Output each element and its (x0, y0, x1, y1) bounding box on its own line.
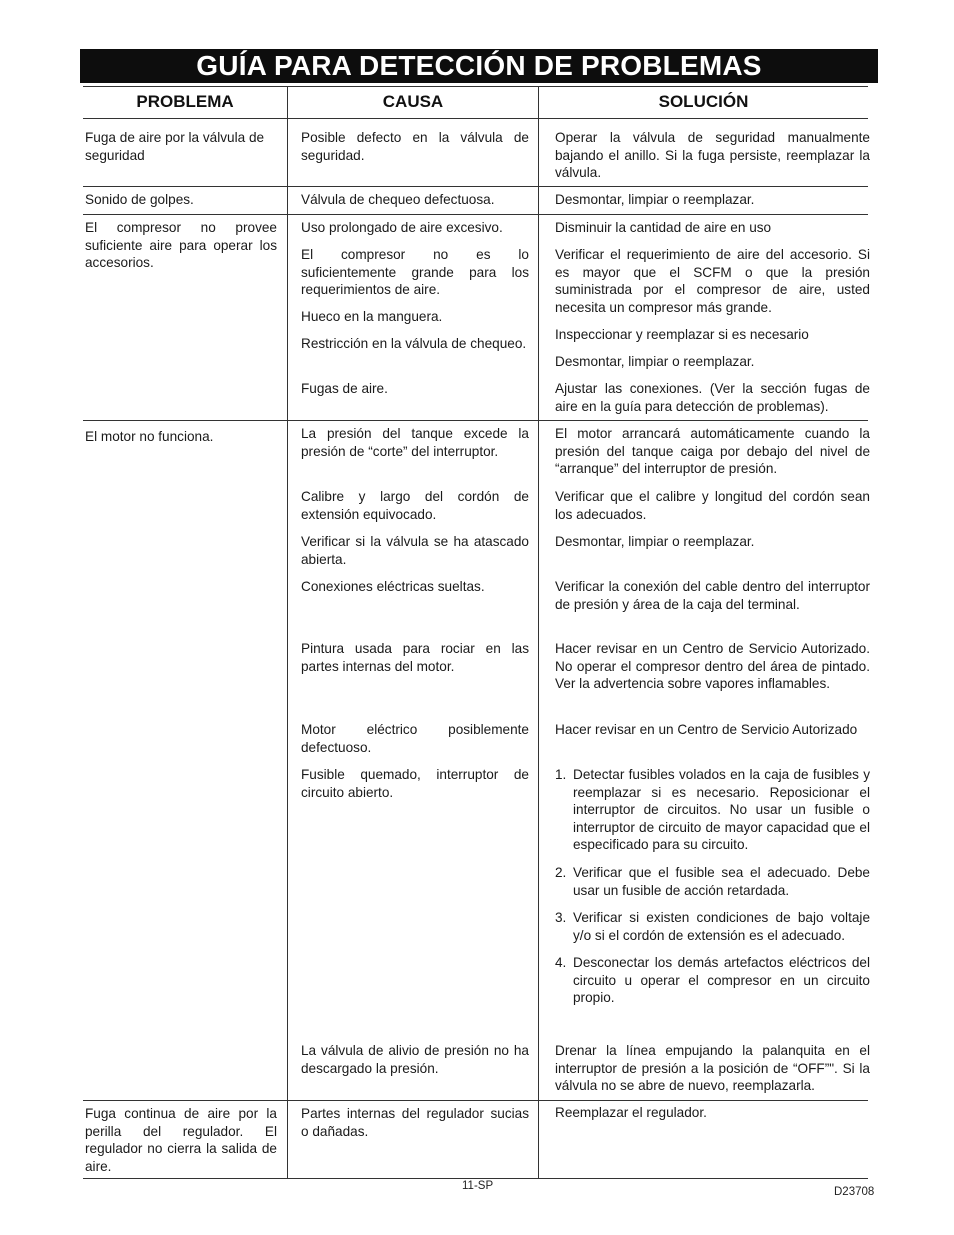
column-divider-2 (538, 86, 539, 1178)
solution-cell: Reemplazar el regulador. (555, 1105, 707, 1120)
table-bottom-rule (83, 1178, 868, 1179)
cause-cell: La válvula de alivio de presión no ha descargado la presión. (301, 1043, 529, 1076)
solution-cell: Desmontar, limpiar o reemplazar. (555, 354, 755, 369)
step-text: Detectar fusibles volados en la caja de fusibles y reemplazar si es necesario. Reposicionar el interruptor de circuitos. No usar un fusible o interruptor de circuito de mayor capacidad que el especificado para su circuito. (573, 767, 870, 853)
solution-cell: Verificar que el calibre y longitud del cordón sean los adecuados. (555, 489, 870, 522)
row-divider-2 (83, 214, 868, 215)
cause-cell: Motor eléctrico posiblemente defectuoso. (301, 722, 529, 755)
cause-cell: Verificar si la válvula se ha atascado abierta. (301, 534, 529, 567)
cause-cell: Fugas de aire. (301, 381, 388, 396)
step-text: Desconectar los demás artefactos eléctricos del circuito u operar el compresor en un circuito propio. (573, 955, 870, 1006)
cause-cell: Hueco en la manguera. (301, 309, 443, 324)
problem-cell: El motor no funciona. (85, 429, 214, 444)
column-divider-1 (287, 86, 288, 1178)
step-number: 1. (555, 767, 567, 782)
problem-cell: Fuga de aire por la válvula de seguridad (85, 130, 265, 163)
problem-cell: Fuga continua de aire por la perilla del regulador. El regulador no cierra la salida de aire. (85, 1106, 277, 1174)
step-number: 2. (555, 865, 567, 880)
page-title: GUÍA PARA DETECCIÓN DE PROBLEMAS (80, 49, 878, 83)
header-solution: SOLUCIÓN (658, 92, 749, 111)
cause-cell: La presión del tanque excede la presión de “corte” del interruptor. (301, 426, 529, 459)
solution-cell: Verificar el requerimiento de aire del accesorio. Si es mayor que el SCFM o que la presión suministrada por el compresor de aire, usted necesita un compresor más grande. (555, 247, 870, 315)
solution-cell: Disminuir la cantidad de aire en uso (555, 220, 772, 235)
solution-cell: Verificar la conexión del cable dentro del interruptor de presión y área de la caja del terminal. (555, 579, 870, 612)
cause-cell: Fusible quemado, interruptor de circuito abierto. (301, 767, 529, 800)
header-bottom-rule (83, 118, 868, 119)
problem-cell: El compresor no provee suficiente aire para operar los accesorios. (85, 220, 277, 271)
step-number: 4. (555, 955, 567, 970)
solution-cell: Desmontar, limpiar o reemplazar. (555, 534, 755, 549)
step-text: Verificar si existen condiciones de bajo voltaje y/o si el cordón de extensión es el adecuado. (573, 910, 870, 943)
row-divider-4 (83, 1100, 868, 1101)
solution-cell: Drenar la línea empujando la palanquita en el interruptor de presión a la posición de “OFF”". Si la válvula no se abre de nuevo, reemplazarla. (555, 1043, 870, 1094)
step-number: 3. (555, 910, 567, 925)
solution-cell: Operar la válvula de seguridad manualmente bajando el anillo. Si la fuga persiste, reemplazar la válvula. (555, 130, 870, 181)
header-problem: PROBLEMA (136, 92, 234, 111)
row-divider-1 (83, 186, 868, 187)
document-code: D23708 (834, 1186, 875, 1198)
page-number: 11-SP (462, 1180, 494, 1192)
cause-cell: Válvula de chequeo defectuosa. (301, 192, 495, 207)
problem-cell: Sonido de golpes. (85, 192, 194, 207)
cause-cell: Posible defecto en la válvula de seguridad. (301, 130, 529, 163)
solution-cell: Ajustar las conexiones. (Ver la sección fugas de aire en la guía para detección de problemas). (555, 381, 870, 414)
solution-cell: Inspeccionar y reemplazar si es necesario (555, 327, 809, 342)
row-divider-3 (83, 420, 868, 421)
cause-cell: Conexiones eléctricas sueltas. (301, 579, 485, 594)
step-text: Verificar que el fusible sea el adecuado. Debe usar un fusible de acción retardada. (573, 865, 870, 898)
cause-cell: Partes internas del regulador sucias o dañadas. (301, 1106, 529, 1139)
solution-cell: El motor arrancará automáticamente cuando la presión del tanque caiga por debajo del nivel de “arranque” del interruptor de presión. (555, 426, 870, 477)
solution-cell: Hacer revisar en un Centro de Servicio Autorizado. No operar el compresor dentro del área de pintado. Ver la advertencia sobre vapores inflamables. (555, 641, 870, 692)
table-top-rule (83, 86, 868, 87)
cause-cell: Restricción en la válvula de chequeo. (301, 336, 527, 351)
cause-cell: El compresor no es lo suficientemente grande para los requerimientos de aire. (301, 247, 529, 298)
cause-cell: Pintura usada para rociar en las partes internas del motor. (301, 641, 529, 674)
cause-cell: Calibre y largo del cordón de extensión equivocado. (301, 489, 529, 522)
cause-cell: Uso prolongado de aire excesivo. (301, 220, 503, 235)
solution-cell: Desmontar, limpiar o reemplazar. (555, 192, 755, 207)
solution-cell: Hacer revisar en un Centro de Servicio Autorizado (555, 722, 858, 737)
header-cause: CAUSA (382, 92, 444, 111)
